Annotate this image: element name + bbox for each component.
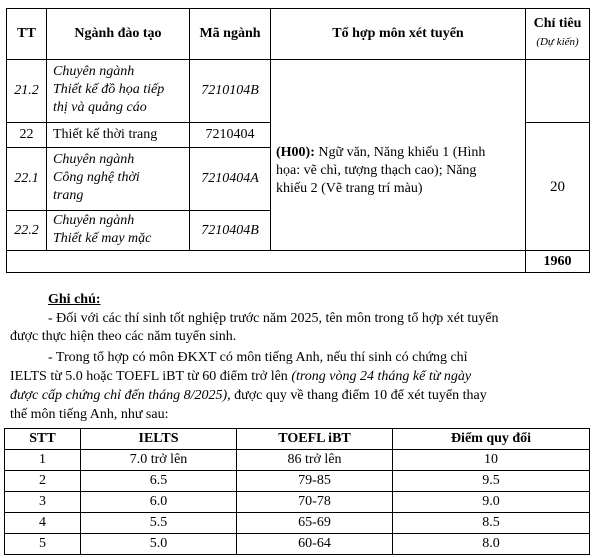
note-para2-line1: - Trong tổ hợp có môn ĐKXT có môn tiếng Anh, nếu thí sinh có chứng chỉ (48, 350, 468, 365)
conv-row-ielts: 7.0 trở lên (129, 452, 188, 467)
header-combination: Tổ hợp môn xét tuyển (332, 26, 464, 41)
conv-row-score: 10 (484, 452, 498, 467)
row-tt: 22.2 (14, 222, 39, 238)
conv-row-score: 8.0 (482, 536, 500, 551)
row-tt: 22 (19, 127, 34, 142)
note-para2-line4: thế môn tiếng Anh, như sau: (10, 407, 169, 422)
conv-header-score: Điểm quy đổi (450, 431, 532, 446)
header-quota-note: (Dự kiến) (536, 36, 579, 48)
conv-row-toefl: 86 trở lên (287, 452, 342, 467)
total-value: 1960 (543, 253, 572, 269)
row-code: 7210104B (201, 83, 259, 98)
conv-row-score: 9.0 (482, 494, 500, 509)
conv-row-ielts: 5.0 (149, 536, 168, 551)
note-para1-line1: - Đối với các thí sinh tốt nghiệp trước năm 2025, tên môn trong tổ hợp xét tuyển (48, 311, 499, 326)
note-para2-line3: được cấp chứng chỉ đến tháng 8/2025), được quy về thang điểm 10 để xét tuyển thay (10, 388, 487, 403)
conv-row-ielts: 6.5 (149, 473, 168, 488)
row-code: 7210404A (201, 171, 259, 186)
conv-row-stt: 4 (39, 515, 46, 530)
conv-header-ielts: IELTS (138, 431, 179, 446)
conv-header-toefl: TOEFL iBT (278, 431, 351, 446)
conv-row-toefl: 60-64 (298, 536, 331, 551)
conv-header-stt: STT (29, 431, 56, 446)
header-code: Mã ngành (199, 26, 261, 41)
conv-row-stt: 1 (39, 452, 46, 467)
row-program: Chuyên ngành Thiết kế đồ họa tiếp thị và quảng cáo (53, 64, 165, 115)
header-program: Ngành đào tạo (74, 26, 162, 41)
conv-row-toefl: 70-78 (298, 494, 331, 509)
conv-row-ielts: 5.5 (149, 515, 168, 530)
quota-value: 20 (550, 178, 565, 195)
conv-row-toefl: 65-69 (298, 515, 331, 530)
conv-row-stt: 3 (39, 494, 46, 509)
combination-text: (H00): Ngữ văn, Năng khiếu 1 (Hình họa: vẽ chì, tượng thạch cao); Năng khiếu 2 (Vẽ trang trí màu) (276, 145, 486, 196)
conv-row-toefl: 79-85 (298, 473, 331, 488)
conv-row-stt: 5 (39, 536, 46, 551)
row-code: 7210404B (201, 222, 259, 238)
row-program: Chuyên ngành Công nghệ thời trang (53, 152, 140, 203)
conv-row-score: 8.5 (482, 515, 500, 530)
row-code: 7210404 (205, 127, 255, 142)
row-tt: 21.2 (14, 83, 39, 98)
header-tt: TT (17, 26, 36, 41)
note-para2-line2: IELTS từ 5.0 hoặc TOEFL iBT từ 60 điểm trở lên (trong vòng 24 tháng kể từ ngày (10, 369, 472, 384)
conv-row-score: 9.5 (482, 473, 500, 488)
note-para1-line2: được thực hiện theo các năm tuyển sinh. (10, 329, 237, 344)
conv-row-ielts: 6.0 (149, 494, 168, 509)
header-quota: Chỉ tiêu (533, 16, 582, 31)
row-tt: 22.1 (14, 171, 39, 186)
notes-title: Ghi chú: (48, 292, 101, 307)
row-program: Chuyên ngành Thiết kế may mặc (53, 213, 152, 246)
conv-row-stt: 2 (39, 473, 46, 488)
row-program: Thiết kế thời trang (53, 127, 158, 142)
